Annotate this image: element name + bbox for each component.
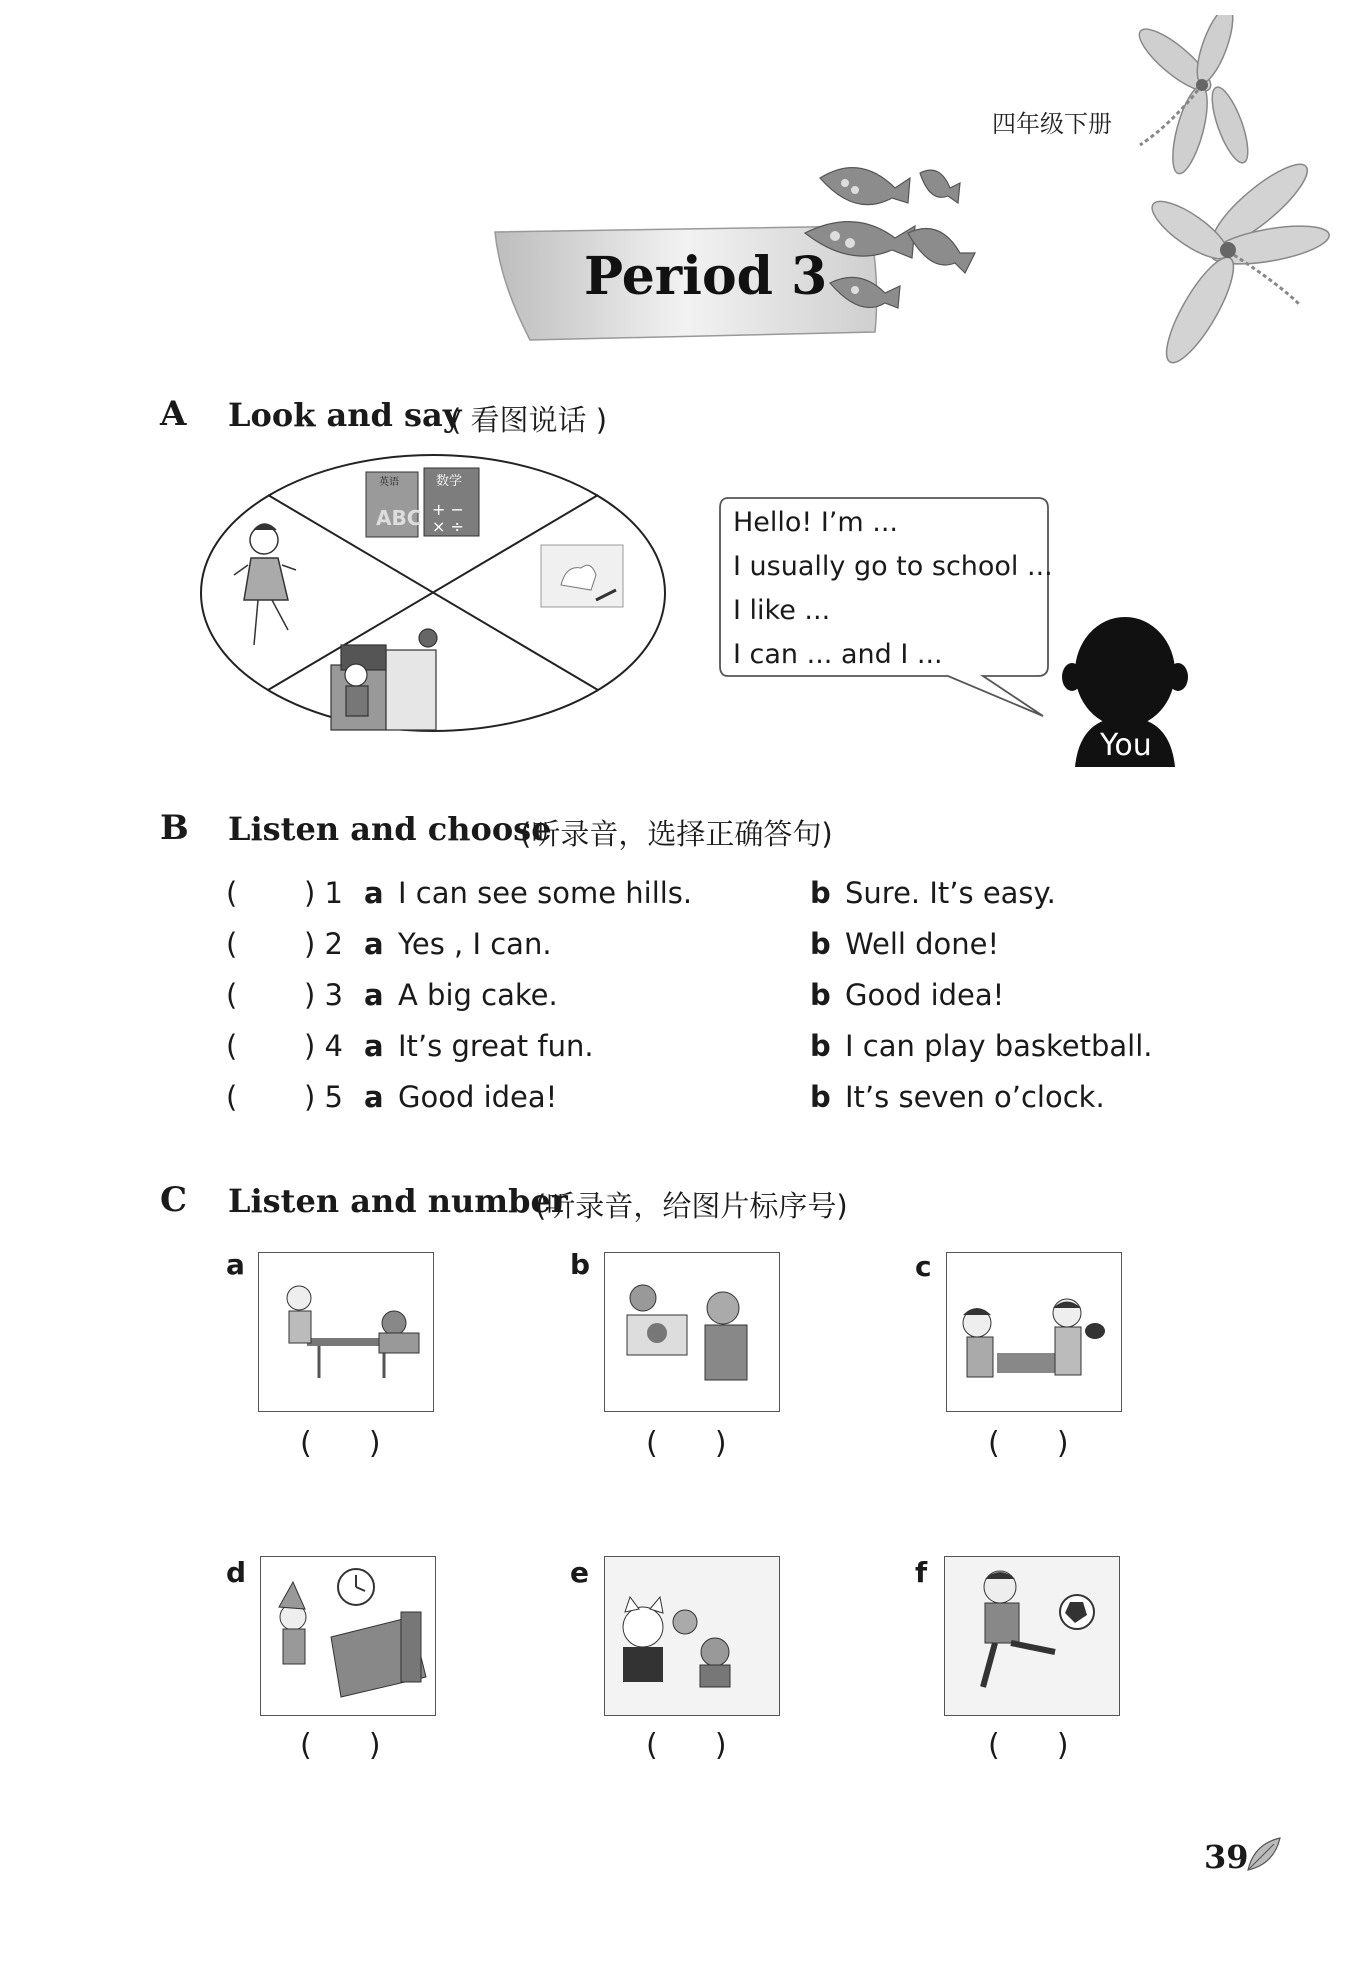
option-b-label: b (810, 1029, 831, 1063)
answer-blank-c[interactable]: ( ) (988, 1426, 1069, 1461)
option-b-text: Good idea! (845, 978, 1005, 1012)
fish-illustration (800, 158, 990, 333)
answer-blank-e[interactable]: ( ) (646, 1728, 727, 1763)
option-a-label: a (364, 1080, 384, 1114)
section-b-title: Listen and choose (228, 810, 552, 848)
you-label: You (1100, 728, 1152, 763)
option-a-label: a (364, 978, 384, 1012)
bubble-line-3: I like ... (733, 595, 831, 626)
picture-label-a: a (226, 1248, 245, 1281)
section-c-letter: C (160, 1180, 188, 1220)
section-a-title: Look and say (228, 396, 462, 434)
section-c-title: Listen and number (228, 1182, 568, 1220)
picture-label-c: c (915, 1250, 932, 1283)
svg-text:ABC: ABC (376, 506, 422, 530)
option-a-text: It’s great fun. (398, 1029, 594, 1063)
answer-blank-b[interactable]: ( ) (646, 1426, 727, 1461)
option-a-label: a (364, 1029, 384, 1063)
bubble-line-1: Hello! I’m ... (733, 507, 899, 538)
bubble-line-2: I usually go to school ... (733, 551, 1053, 582)
section-a-subtitle: ( 看图说话 ) (450, 403, 608, 437)
section-a-letter: A (160, 394, 187, 434)
svg-text:英语: 英语 (379, 477, 399, 488)
option-b-label: b (810, 1080, 831, 1114)
answer-paren-open[interactable]: ( (226, 1080, 238, 1114)
page-title: Period 3 (584, 246, 828, 307)
answer-paren-open[interactable]: ( (226, 876, 238, 910)
answer-paren-open[interactable]: ( (226, 1029, 238, 1063)
picture-e (604, 1556, 780, 1716)
answer-blank-a[interactable]: ( ) (300, 1426, 381, 1461)
option-b-label: b (810, 927, 831, 961)
option-b-text: Sure. It’s easy. (845, 876, 1056, 910)
picture-a (258, 1252, 434, 1412)
option-a-text: I can see some hills. (398, 876, 693, 910)
svg-text:+ −: + − (432, 500, 464, 519)
question-number: ) 4 (304, 1029, 343, 1063)
picture-label-d: d (226, 1556, 247, 1589)
picture-c (946, 1252, 1122, 1412)
question-number: ) 1 (304, 876, 343, 910)
bubble-line-4: I can ... and I ... (733, 639, 943, 670)
option-a-text: A big cake. (398, 978, 558, 1012)
page-number: 39 (1204, 1838, 1249, 1876)
option-b-text: I can play basketball. (845, 1029, 1153, 1063)
svg-text:× ÷: × ÷ (432, 517, 464, 536)
grade-label: 四年级下册 (992, 110, 1112, 138)
option-b-label: b (810, 876, 831, 910)
option-a-label: a (364, 927, 384, 961)
answer-blank-f[interactable]: ( ) (988, 1728, 1069, 1763)
option-a-text: Yes , I can. (398, 927, 552, 961)
question-number: ) 2 (304, 927, 343, 961)
option-b-text: It’s seven o’clock. (845, 1080, 1105, 1114)
look-and-say-oval (196, 450, 671, 740)
answer-paren-open[interactable]: ( (226, 927, 238, 961)
picture-d (260, 1556, 436, 1716)
leaf-icon (1244, 1834, 1284, 1874)
picture-b (604, 1252, 780, 1412)
dragonfly-illustration-top (1120, 15, 1270, 175)
answer-blank-d[interactable]: ( ) (300, 1728, 381, 1763)
picture-f (944, 1556, 1120, 1716)
section-c-subtitle: (听录音，给图片标序号) (535, 1189, 848, 1223)
option-b-text: Well done! (845, 927, 1000, 961)
question-number: ) 5 (304, 1080, 343, 1114)
svg-text:数学: 数学 (436, 474, 463, 489)
picture-label-e: e (570, 1556, 589, 1589)
option-a-label: a (364, 876, 384, 910)
option-a-text: Good idea! (398, 1080, 558, 1114)
dragonfly-illustration-bottom (1130, 155, 1330, 370)
section-b-subtitle: (听录音，选择正确答句) (520, 817, 833, 851)
picture-label-b: b (570, 1248, 591, 1281)
option-b-label: b (810, 978, 831, 1012)
picture-label-f: f (915, 1556, 928, 1589)
question-number: ) 3 (304, 978, 343, 1012)
section-b-letter: B (160, 808, 189, 848)
answer-paren-open[interactable]: ( (226, 978, 238, 1012)
